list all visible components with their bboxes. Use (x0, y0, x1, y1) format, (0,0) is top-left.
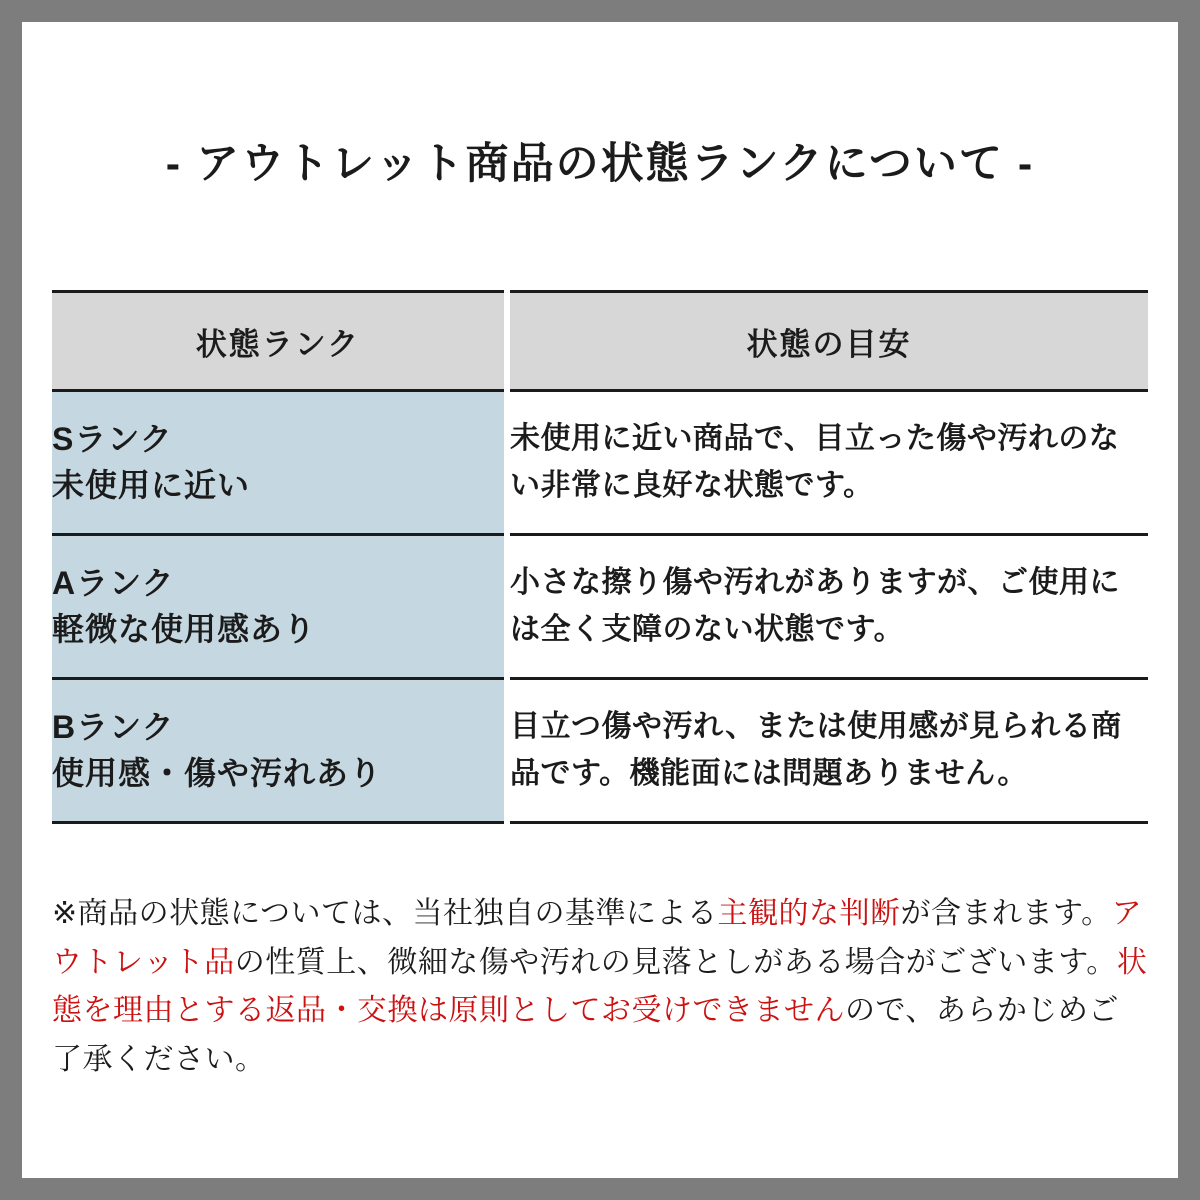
note-part-3: の性質上、微細な傷や汚れの見落としがある場合がございます。 (234, 945, 1117, 979)
table-row (52, 535, 1148, 679)
note-part-1: ※商品の状態については、当社独自の基準による (52, 897, 718, 930)
note-part-2: が含まれます。 (900, 897, 1112, 930)
table-row (52, 679, 1148, 823)
note-highlight-3: 状態を理由とする返品・交換は原則としてお受けできません (52, 945, 1148, 1028)
description-cell-a (507, 535, 1148, 679)
rank-cell-b (52, 679, 507, 823)
description-cell-s (507, 391, 1148, 535)
column-header-condition: 状態の目安 (507, 292, 1148, 391)
page-inner (52, 22, 1148, 1178)
rank-sublabel-a: 軽微な使用感あり (52, 610, 317, 647)
description-cell-b (507, 679, 1148, 823)
rank-table (52, 290, 1148, 824)
column-header-rank: 状態ランク (52, 292, 507, 391)
note-highlight-1: 主観的な判断 (717, 897, 901, 930)
document-page (22, 22, 1178, 1178)
note-highlight-2: アウトレット品 (52, 897, 1143, 979)
rank-sublabel-b: 使用感・傷や汚れあり (52, 754, 383, 791)
description-text-a: 小さな擦り傷や汚れがありますが、ご使用には全く支障のない状態です。 (510, 566, 1120, 646)
rank-label-s: Sランク (52, 421, 173, 458)
table-row (52, 391, 1148, 535)
page-title: - アウトレット商品の状態ランクについて - (165, 140, 1035, 188)
description-text-s: 未使用に近い商品で、目立った傷や汚れのない非常に良好な状態です。 (510, 422, 1120, 502)
table-header-row (52, 292, 1148, 391)
rank-cell-s (52, 391, 507, 535)
rank-cell-a (52, 535, 507, 679)
note-part-4: ので、あらかじめご了承ください。 (52, 994, 1119, 1076)
rank-label-a: Aランク (52, 565, 175, 602)
rank-sublabel-s: 未使用に近い (52, 466, 251, 503)
description-text-b: 目立つ傷や汚れ、または使用感が見られる商品です。機能面には問題ありません。 (510, 710, 1122, 790)
disclaimer-note (52, 890, 1148, 1084)
rank-label-b: Bランク (52, 709, 175, 746)
